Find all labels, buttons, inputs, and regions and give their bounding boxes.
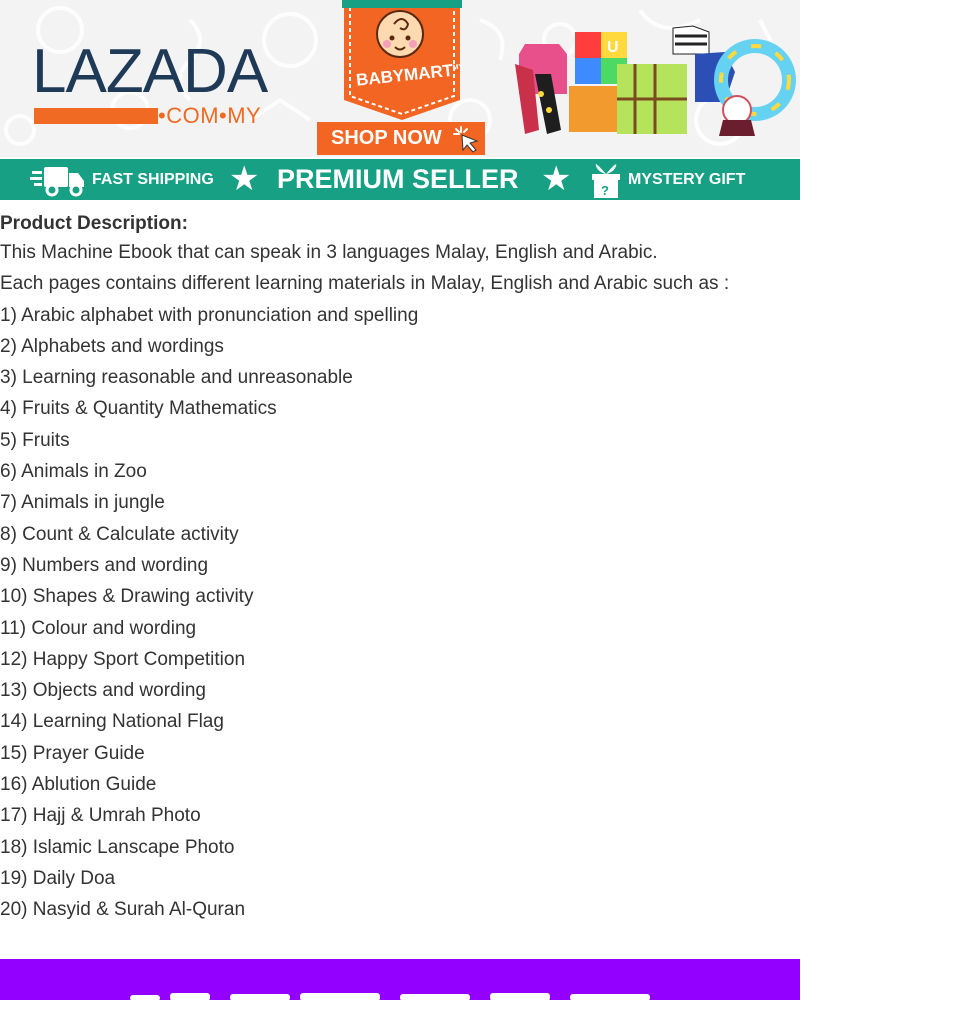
premium-seller-label: PREMIUM SELLER [277,164,519,194]
lazada-underline-bar [34,108,158,124]
list-item: 5) Fruits [0,429,70,451]
list-item: 7) Animals in jungle [0,492,165,514]
cursor-click-icon [451,124,483,154]
learning-materials-list [0,300,800,926]
list-item: 11) Colour and wording [0,617,197,639]
product-description [0,211,800,926]
list-item: 10) Shapes & Drawing activity [0,586,254,608]
shop-now-label: SHOP NOW [331,127,442,149]
list-item: 14) Learning National Flag [0,711,224,733]
lazada-logo[interactable] [32,37,282,130]
star-icon: ★ [541,160,572,198]
gift-question-mark: ? [601,183,609,198]
babymart-label: $BABYMART^{MY}$ [355,60,464,90]
seller-benefits-strip [0,159,800,200]
banner-lettering-cropped [130,993,670,1013]
next-banner-purple [0,959,800,1000]
list-item: 18) Islamic Lanscape Photo [0,836,235,858]
list-item: 1) Arabic alphabet with pronunciation and spelling [0,304,419,326]
list-item: 12) Happy Sport Competition [0,648,246,670]
baby-products-image [505,24,795,140]
lazada-domain: •COM•MY [158,103,262,128]
list-item: 6) Animals in Zoo [0,461,147,483]
list-item: 17) Hajj & Umrah Photo [0,805,201,827]
list-item: 2) Alphabets and wordings [0,335,224,357]
list-item: 16) Ablution Guide [0,774,157,796]
promo-banner[interactable] [0,0,800,157]
list-item: 8) Count & Calculate activity [0,523,239,545]
list-item: 9) Numbers and wording [0,554,209,576]
lazada-wordmark: LAZADA [32,37,268,106]
star-icon: ★ [229,160,260,198]
delivery-truck-icon [30,163,86,197]
description-intro: This Machine Ebook that can speak in 3 languages Malay, English and Arabic. [0,242,658,263]
list-item: 19) Daily Doa [0,867,116,889]
babymart-badge[interactable] [342,0,462,122]
shop-now-button[interactable] [317,122,485,155]
list-item: 20) Nasyid & Surah Al-Quran [0,899,246,921]
list-item: 4) Fruits & Quantity Mathematics [0,398,277,420]
svg-text:U: U [607,39,619,56]
list-item: 3) Learning reasonable and unreasonable [0,367,353,389]
description-subintro: Each pages contains different learning materials in Malay, English and Arabic such as : [0,273,730,295]
fast-shipping-label: FAST SHIPPING [92,171,214,188]
mystery-gift-label: MYSTERY GIFT [628,171,746,188]
list-item: 13) Objects and wording [0,680,206,702]
description-heading: Product Description: [0,213,188,234]
mystery-gift-icon [590,162,622,198]
list-item: 15) Prayer Guide [0,742,145,764]
